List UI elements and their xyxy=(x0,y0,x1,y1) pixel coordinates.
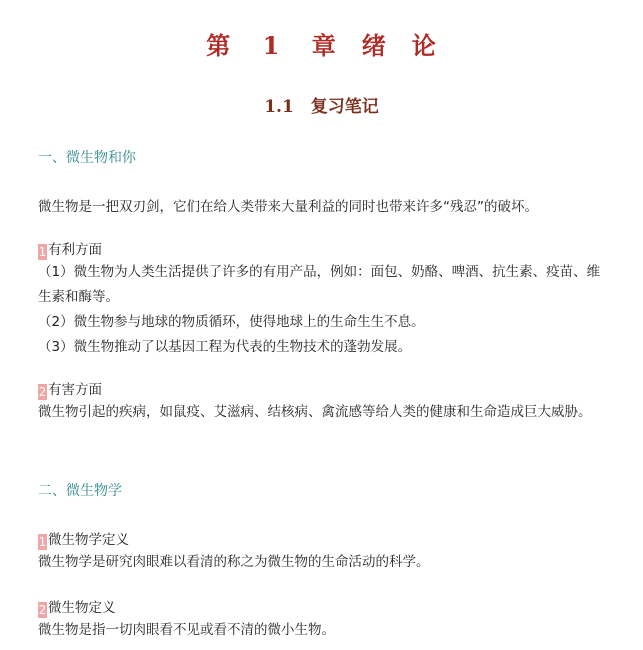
part1-sub1-label: 有利方面 xyxy=(48,242,102,258)
number-badge: 2 xyxy=(38,603,47,617)
number-badge: 1 xyxy=(38,535,47,549)
section-title: 1.1 复习笔记 xyxy=(264,97,379,117)
part2-heading: 二、微生物学 xyxy=(38,483,122,499)
number-badge: 1 xyxy=(38,245,47,259)
part2-sub1-text: 微生物学是研究肉眼难以看清的称之为微生物的生命活动的科学。 xyxy=(38,554,430,570)
part1-sub2-label: 有害方面 xyxy=(48,382,102,398)
part1-sub2-heading xyxy=(38,378,102,400)
part2-sub1-heading xyxy=(38,528,129,550)
part1-intro: 微生物是一把双刃剑，它们在给人类带来大量利益的同时也带来许多“残忍”的破坏。 xyxy=(38,199,538,215)
part2-sub2-text: 微生物是指一切肉眼看不见或看不清的微小生物。 xyxy=(38,622,335,638)
part1-heading: 一、微生物和你 xyxy=(38,150,136,166)
part2-sub2-label: 微生物定义 xyxy=(48,600,116,616)
part2-sub1-label: 微生物学定义 xyxy=(48,532,129,548)
part1-sub1-heading xyxy=(38,238,102,260)
chapter-title: 第 1 章 绪 论 xyxy=(206,31,437,60)
list-item: （3）微生物推动了以基因工程为代表的生物技术的蓬勃发展。 xyxy=(38,339,412,355)
part1-sub1-list xyxy=(38,260,618,360)
part2-sub2-heading xyxy=(38,596,116,618)
list-item: （1）微生物为人类生活提供了许多的有用产品，例如：面包、奶酪、啤酒、抗生素、疫苗、维生素和酶等。 xyxy=(38,264,601,305)
part1-sub2-text: 微生物引起的疾病，如鼠疫、艾滋病、结核病、禽流感等给人类的健康和生命造成巨大威胁。 xyxy=(38,404,592,420)
list-item: （2）微生物参与地球的物质循环，使得地球上的生命生生不息。 xyxy=(38,314,425,330)
number-badge: 2 xyxy=(38,385,47,399)
